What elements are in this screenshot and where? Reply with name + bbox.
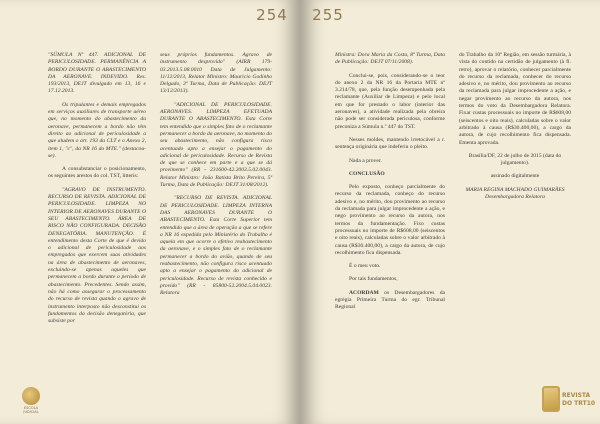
revista-trt10-logo [542, 382, 596, 416]
conclusao-heading: CONCLUSÃO [349, 170, 385, 177]
arestos-intro: A consubstanciar o posicionamento, os seguintes arestos do col. TST, litteris: [48, 166, 146, 180]
signature-block [459, 187, 571, 202]
sentence-maintained: Nesses moldes, mantendo irretocável a r. sentença originária que indeferiu o pleito. [335, 136, 445, 151]
acordam-paragraph [335, 290, 445, 312]
revista-emblem-icon [542, 386, 560, 412]
relatora-name: MARIA REGINA MACHADO GUIMARÃES [465, 186, 565, 193]
acordao-date: Brasília/DF, 22 de julho de 2015 (data do julgamento). [468, 152, 562, 167]
acordao-text: do Trabalho da 10ª Região, em sessão turmária, à vista do contido na certidão de julgamento (à fl. retro), aprovar o relatório, conhecer parcialmente do recurso da reclamada, conhecer do recurso adesivo e, no mérito, dou provimento ao recurso da reclamada para julgar improcedente a ação, e negar provimento ao recurso da autora, nos termos do voto da Desembargadora Relatora. Fixar custas processuais no importe de R$608,00 (seiscentos e oito reais), calculadas sobre o valor arbitrado à causa (R$30.400,00), a cargo da autora, de cujo recolhimento fica dispensada. Ementa aprovada. [459, 52, 571, 146]
right-column-2 [459, 52, 571, 201]
left-page-number: 254 [256, 6, 288, 24]
conclusao-text: Pelo exposto, conheço parcialmente do recurso da reclamada, conheço do recurso adesivo e, no mérito, dou provimento ao recurso da reclamada para julgar improcedente a ação, e nego provimento ao recurso da autora, nos termos da fundamentação. Fixo custas processuais no importe de R$608,00 (seiscentos e oito reais), calculadas sobre o valor arbitrado à causa (R$30.400,00), a cargo da autora, de cujo recolhimento fica dispensada. [335, 184, 445, 256]
conclusion-paragraph: Conclui-se, pois, considerando-se o teor do anexo 2 da NR 16 da Portaria MTE nº 3.214/78, que, pela função desempenhada pela reclamante (Auxiliar de Limpeza) e pelo local em que for prestado o labor (interior das aeronaves), a atividade realizada pela obreira não pode ser considerada periculosa, conforme preconiza a Súmula n.º 447 do TST. [335, 72, 445, 130]
aresto-3: "RECURSO DE REVISTA. ADICIONAL DE PERICULOSIDADE. LIMPEZA INTERNA DAS AERONAVES DURANTE O ABASTECIMENTO. Esta Corte Superior tem entendido que a área de operação a que se refere a NR 16 expedida pelo Ministério do Trabalho é aquela em que ocorre o efetivo reabastecimento da aeronave, e o simples fato de o reclamante permanecer a bordo do avião, quando de seu reabastecimento, não configura risco acentuado apto a ensejar o pagamento do adicional de periculosidade. Recurso de revista conhecido e provido" (RR - 85800-52.2004.5.04.0023. Relatora [160, 195, 272, 297]
por-tais-fundamentos: Por tais fundamentos, [349, 276, 398, 283]
right-page-number: 255 [312, 6, 344, 24]
revista-logo-line2: DO TRT10 [562, 400, 596, 407]
relatora-role: Desembargadora Relatora [485, 194, 545, 201]
acordam-rest: os Desembargadores da egrégia Primeira Turma do egr. Tribunal Regional [335, 289, 445, 311]
escola-judicial-logo [16, 387, 46, 414]
sumula-quote: "SÚMULA Nº 447. ADICIONAL DE PERICULOSIDADE. PERMANÊNCIA A BORDO DURANTE O ABASTECIMENTO DA AERONAVE. INDEVIDO. Res. 193/2013, DEJT divulgado em 13, 16 e 17.12.2013. [48, 52, 146, 95]
left-column-2 [160, 52, 272, 304]
acordam-word: ACORDAM [349, 289, 379, 296]
revista-logo-line1: REVISTA [562, 392, 591, 399]
left-column-1 [48, 52, 146, 331]
right-page [300, 0, 600, 424]
aresto-1-end: seus próprios fundamentos. Agravo de instrumento desprovido" (AIRR 179-03.2013.5.08.0010 Data de Julgamento: 11/12/2013, Relator Ministro: Mauricio Godinho Delgado, 3ª Turma, Data de Publicação: DEJT 13/12/2013). [160, 52, 272, 95]
aresto-2: "ADICIONAL DE PERICULOSIDADE. AERONAVES. LIMPEZA EFETUADA DURANTE O ABASTECIMENTO. Esta Corte tem entendido que o simples fato de o reclamante permanecer a bordo da aeronave, no momento do seu abastecimento, não configura risco acentuado apto a ensejar o pagamento do adicional de periculosidade. Recurso de Revista de que se conhece em parte e a que se dá provimento" (RR - 231600-42.2003.5.02.0043. Relator Ministro: João Batista Brito Pereira, 5ª Turma, Data de Publicação: DEJT 31/08/2012). [160, 101, 272, 189]
signed-digitally: assinado digitalmente [490, 173, 540, 180]
aresto-1: "AGRAVO DE INSTRUMENTO. RECURSO DE REVISTA. ADICIONAL DE PERICULOSIDADE. LIMPEZA NO INTERIOR DE AERONAVES DURANTE O SEU ABASTECIMENTO. ÁREA DE RISCO NÃO CONFIGURADA. DECISÃO DENEGATÓRIA. MANUTENÇÃO. É entendimento desta Corte de que é devido o adicional de periculosidade aos empregados que exercem suas atividades na área de abastecimento de aeronaves, excluindo-se apenas aqueles que permanecem a bordo durante o período de abastecimento. Precedentes. Sendo assim, não há como assegurar o processamento do recurso de revista quando o agravo de instrumento interposto não desconstitui os fundamentos da decisão denegatória, que subsiste por [48, 186, 146, 325]
nada-a-prover: Nada a prover. [349, 157, 382, 164]
right-column-1 [335, 52, 445, 318]
escola-judicial-emblem-icon [22, 387, 40, 405]
meu-voto: É o meu voto. [349, 263, 381, 270]
aresto-3-end: Ministra: Dora Maria da Costa, 8ª Turma, Data de Publicação: DEJT 07/11/2008). [335, 52, 445, 66]
sumula-text: Os tripulantes e demais empregados em serviços auxiliares de transporte aéreo que, no momento do abastecimento da aeronave, permanecem a bordo não têm direito ao adicional de periculosidade a que aludem o art. 193 da CLT e o Anexo 2, item 1, "c", da NR 16 do MTE." (destacou-se). [48, 101, 146, 159]
escola-judicial-caption: ESCOLA JUDICIAL [23, 406, 39, 414]
